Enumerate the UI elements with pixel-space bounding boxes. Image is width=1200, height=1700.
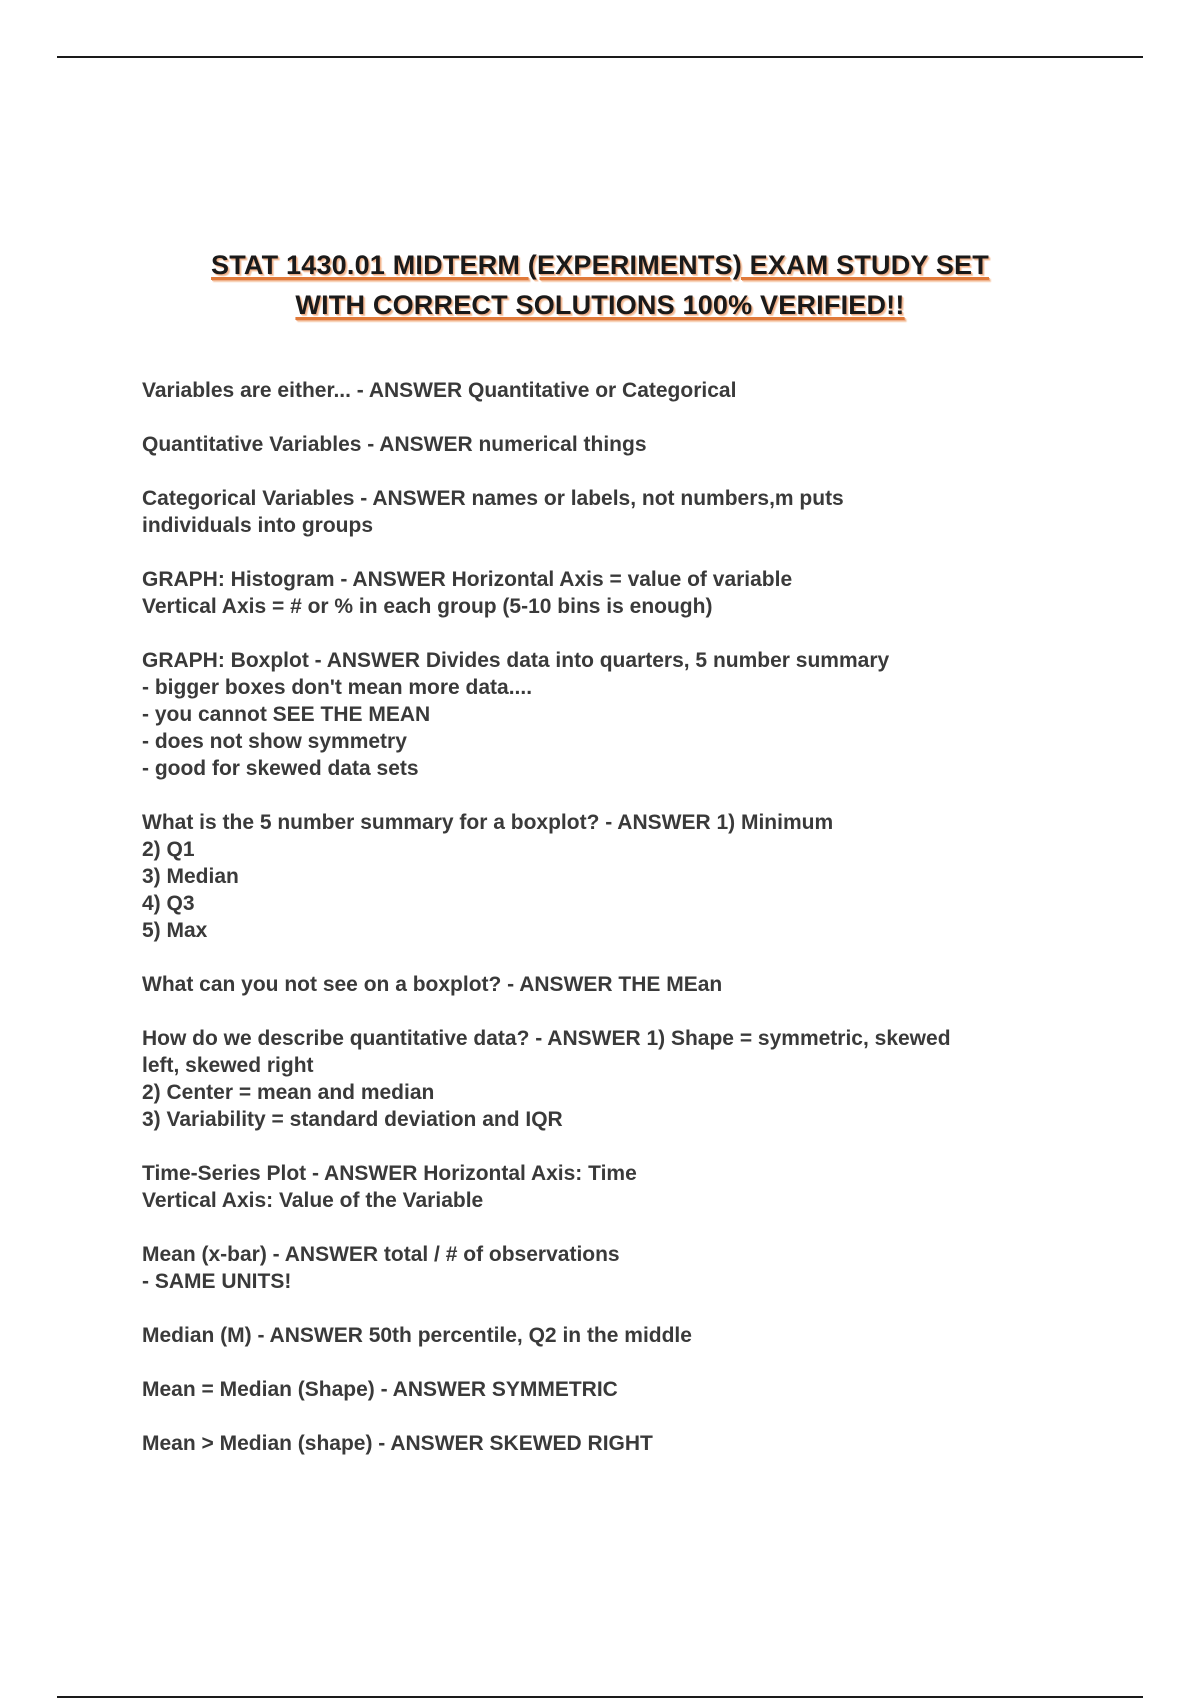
- qa-line: GRAPH: Boxplot - ANSWER Divides data into quarters, 5 number summary: [142, 649, 890, 672]
- qa-line: - does not show symmetry: [142, 730, 407, 753]
- qa-entry: [142, 1430, 1082, 1457]
- qa-line: 5) Max: [142, 919, 208, 942]
- qa-entry: [142, 1241, 1082, 1295]
- qa-line: Categorical Variables - ANSWER names or labels, not numbers,m puts: [142, 487, 844, 510]
- qa-line: Quantitative Variables - ANSWER numerical things: [142, 433, 647, 456]
- title-line-2: WITH CORRECT SOLUTIONS 100% VERIFIED!!: [295, 290, 905, 320]
- qa-line: Variables are either... - ANSWER Quantitative or Categorical: [142, 379, 737, 402]
- qa-entry: [142, 566, 1082, 620]
- qa-entry: [142, 647, 1082, 782]
- qa-line: Mean = Median (Shape) - ANSWER SYMMETRIC: [142, 1378, 618, 1401]
- qa-line: left, skewed right: [142, 1054, 314, 1077]
- qa-entry: [142, 809, 1082, 944]
- qa-entry: [142, 485, 1082, 539]
- qa-line: Vertical Axis = # or % in each group (5-10 bins is enough): [142, 595, 713, 618]
- top-rule: [57, 56, 1143, 58]
- qa-entry: [142, 431, 1082, 458]
- qa-line: 2) Center = mean and median: [142, 1081, 435, 1104]
- qa-line: 3) Variability = standard deviation and IQR: [142, 1108, 563, 1131]
- qa-line: - bigger boxes don't mean more data....: [142, 676, 533, 699]
- qa-entry: [142, 1376, 1082, 1403]
- qa-line: What is the 5 number summary for a boxplot? - ANSWER 1) Minimum: [142, 811, 834, 834]
- qa-line: 2) Q1: [142, 838, 195, 861]
- qa-entry: [142, 1160, 1082, 1214]
- qa-line: What can you not see on a boxplot? - ANSWER THE MEan: [142, 973, 723, 996]
- qa-entry: [142, 1025, 1082, 1133]
- qa-line: - good for skewed data sets: [142, 757, 419, 780]
- title-line-1: STAT 1430.01 MIDTERM (EXPERIMENTS) EXAM STUDY SET: [211, 250, 989, 280]
- qa-line: Time-Series Plot - ANSWER Horizontal Axis: Time: [142, 1162, 637, 1185]
- qa-entry: [142, 971, 1082, 998]
- qa-entry: [142, 1322, 1082, 1349]
- qa-line: GRAPH: Histogram - ANSWER Horizontal Axis = value of variable: [142, 568, 793, 591]
- qa-line: individuals into groups: [142, 514, 373, 537]
- qa-line: 3) Median: [142, 865, 239, 888]
- qa-line: - SAME UNITS!: [142, 1270, 292, 1293]
- qa-line: How do we describe quantitative data? - ANSWER 1) Shape = symmetric, skewed: [142, 1027, 951, 1050]
- qa-line: - you cannot SEE THE MEAN: [142, 703, 431, 726]
- qa-line: Median (M) - ANSWER 50th percentile, Q2 in the middle: [142, 1324, 692, 1347]
- study-set-content: [142, 377, 1082, 1484]
- qa-line: 4) Q3: [142, 892, 195, 915]
- qa-line: Mean (x-bar) - ANSWER total / # of observations: [142, 1243, 620, 1266]
- qa-entry: [142, 377, 1082, 404]
- document-title: [0, 245, 1200, 325]
- bottom-rule: [57, 1696, 1143, 1698]
- qa-line: Vertical Axis: Value of the Variable: [142, 1189, 484, 1212]
- qa-line: Mean > Median (shape) - ANSWER SKEWED RIGHT: [142, 1432, 653, 1455]
